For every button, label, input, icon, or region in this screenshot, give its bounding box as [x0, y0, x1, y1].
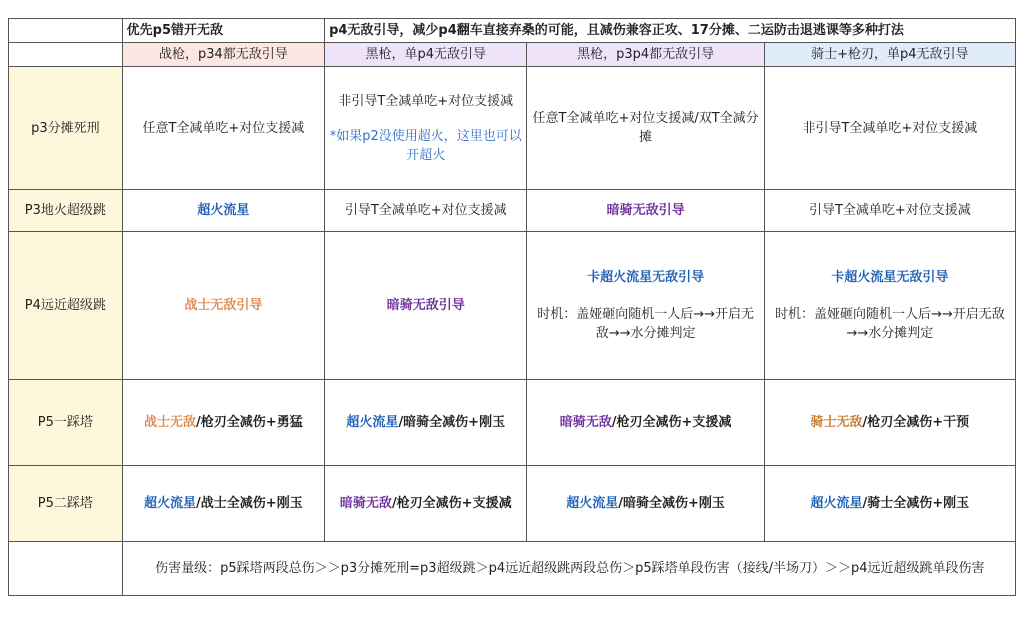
row-label: P4远近超级跳 [9, 232, 123, 380]
row-label: P5一踩塔 [9, 380, 123, 466]
table-cell: 任意T全减单吃+对位支援减 [122, 67, 324, 190]
table-cell: 引导T全减单吃+对位支援减 [325, 190, 527, 232]
table-cell: 战士无敌/枪刃全减伤+勇猛 [122, 380, 324, 466]
table-cell: 非引导T全减单吃+对位支援减 [764, 67, 1015, 190]
col-header-warrior-gnb: 战枪，p34都无敌引导 [122, 43, 324, 67]
title-row [9, 19, 1024, 43]
header-left: 优先p5错开无敌 [122, 19, 324, 43]
table-cell: 暗骑无敌/枪刃全减伤+支援减 [527, 380, 764, 466]
table-cell: 暗骑无敌/枪刃全减伤+支援减 [325, 466, 527, 542]
col-header-pld-gnb: 骑士+枪刃，单p4无敌引导 [764, 43, 1015, 67]
blank-header-cell [9, 43, 123, 67]
table-cell: 超火流星/暗骑全减伤+刚玉 [527, 466, 764, 542]
table-cell: 超火流星 [122, 190, 324, 232]
table-row [9, 380, 1024, 466]
corner-cell [9, 19, 123, 43]
table-cell: 暗骑无敌引导 [325, 232, 527, 380]
table-cell: 引导T全减单吃+对位支援减 [764, 190, 1015, 232]
table-cell: 卡超火流星无敌引导 时机：盖娅砸向随机一人后→→开启无敌→→水分摊判定 [764, 232, 1015, 380]
table-cell: 战士无敌引导 [122, 232, 324, 380]
table-row [9, 190, 1024, 232]
edge-cell [1015, 19, 1024, 43]
table-cell [325, 67, 527, 190]
table-cell: 超火流星/骑士全减伤+刚玉 [764, 466, 1015, 542]
table-cell: 暗骑无敌引导 [527, 190, 764, 232]
row-label: P3地火超级跳 [9, 190, 123, 232]
table-cell: 超火流星/暗骑全减伤+刚玉 [325, 380, 527, 466]
header-right: p4无敌引导，减少p4翻车直接弃桑的可能，且减伤兼容正攻、17分摊、二运防击退逃课等多种打法 [325, 19, 1016, 43]
footer-row [9, 542, 1024, 596]
cell-note: *如果p2没使用超火，这里也可以开超火 [329, 128, 522, 163]
table-row [9, 67, 1024, 190]
strategy-table [8, 18, 1024, 596]
table-row [9, 232, 1024, 380]
table-cell: 超火流星/战士全减伤+刚玉 [122, 466, 324, 542]
row-label: p3分摊死刑 [9, 67, 123, 190]
table-row [9, 466, 1024, 542]
table-cell: 骑士无敌/枪刃全减伤+干预 [764, 380, 1015, 466]
row-label: P5二踩塔 [9, 466, 123, 542]
cell-text: 非引导T全减单吃+对位支援减 [338, 93, 514, 109]
column-header-row [9, 43, 1024, 67]
table-cell: 卡超火流星无敌引导 时机：盖娅砸向随机一人后→→开启无敌→→水分摊判定 [527, 232, 764, 380]
col-header-dk-gnb-p3p4: 黑枪，p3p4都无敌引导 [527, 43, 764, 67]
col-header-dk-gnb-p4: 黑枪，单p4无敌引导 [325, 43, 527, 67]
damage-ranking-note: 伤害量级：p5踩塔两段总伤＞＞p3分摊死刑=p3超级跳＞p4远近超级跳两段总伤＞p5踩塔单段伤害（接线/半场刀）＞＞p4远近超级跳单段伤害 [122, 542, 1015, 596]
table-cell: 任意T全减单吃+对位支援减/双T全减分摊 [527, 67, 764, 190]
